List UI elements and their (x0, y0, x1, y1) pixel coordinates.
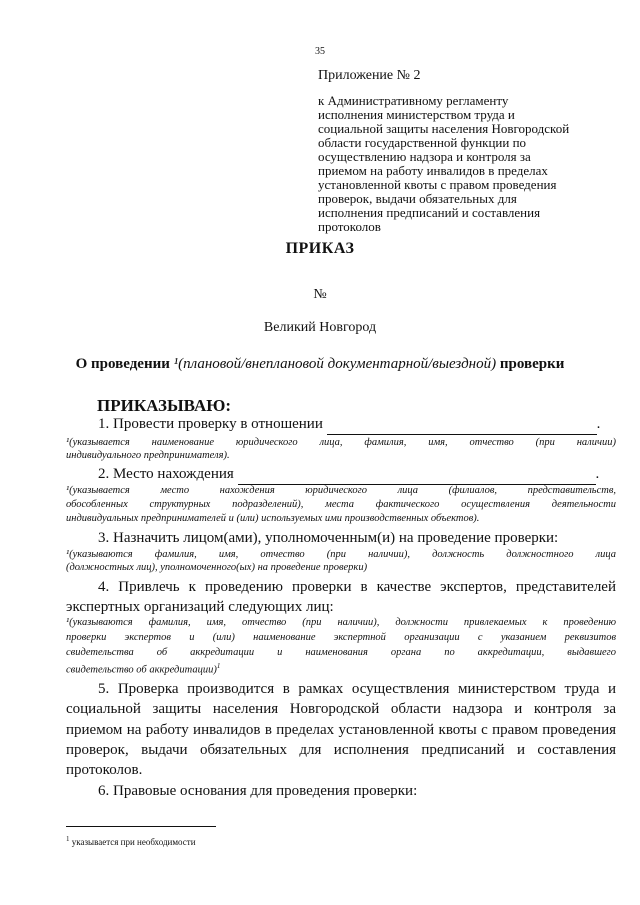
order-number-label: № (313, 287, 327, 302)
item-6: 6. Правовые основания для проведения проверки: (98, 783, 418, 799)
note-4b: проверки экспертов и (или) наименование экспертной организации с указанием реквизитов (66, 632, 616, 643)
item-1-text: 1. Провести проверку в отношении (98, 416, 323, 432)
appendix-line: установленной квоты с правом проведения (318, 177, 557, 192)
order-title: ПРИКАЗ (285, 240, 355, 257)
note-3b: (должностных лиц), уполномоченного(ых) на проведение проверки) (66, 562, 368, 573)
note-2a: ¹(указывается место нахождения юридического лица (филиалов, представительств, (66, 485, 616, 496)
subject-prefix: О проведении (75, 356, 174, 372)
note-4d-text: свидетельство об аккредитации) (66, 664, 217, 676)
note-1b: индивидуального предпринимателя). (66, 450, 230, 461)
item-5d: проверок, выдачи обязательных для исполнения предписаний и составления (66, 742, 616, 758)
note-4d (66, 660, 616, 677)
note-4a: ¹(указываются фамилия, имя, отчество (при наличии), должности привлекаемых к проведению (66, 617, 616, 628)
appendix-line: области государственной функции по (318, 135, 527, 150)
item-5a: 5. Проверка производится в рамках осуществления министерством труда и (98, 681, 616, 697)
item-3: 3. Назначить лицом(ами), уполномоченным(и) на проведение проверки: (98, 530, 559, 546)
appendix-line: исполнения предписаний и составления (318, 205, 541, 220)
blank-line (238, 465, 596, 485)
item-4b: экспертных организаций следующих лиц: (66, 599, 334, 615)
footnote-text: указывается при необходимости (69, 837, 196, 847)
orders-heading: ПРИКАЗЫВАЮ: (97, 396, 232, 415)
appendix-line: протоколов (318, 219, 381, 234)
item-4a: 4. Привлечь к проведению проверки в качестве экспертов, представителей (98, 579, 616, 595)
note-4c: свидетельства об аккредитации и наименования органа по аккредитации, выдавшего (66, 647, 616, 658)
city-name: Великий Новгород (263, 320, 377, 335)
appendix-line: социальной защиты населения Новгородской (318, 121, 570, 136)
appendix-line: к Административному регламенту (318, 93, 509, 108)
note-2b: обособленных структурных подразделений), места фактического осуществления деятельности (66, 499, 616, 510)
appendix-line: осуществлению надзора и контроля за (318, 149, 531, 164)
item-5e: протоколов. (66, 762, 143, 778)
appendix-line: исполнения министерством труда и (318, 107, 515, 122)
note-1a: ¹(указывается наименование юридического лица, фамилия, имя, отчество (при наличии) (66, 437, 616, 448)
item-1-end: . (596, 416, 601, 432)
item-2 (98, 465, 618, 485)
note-2c: индивидуальных предпринимателей и (или) используемых ими производственных объектов). (66, 513, 480, 524)
footnote-ref: 1 (216, 662, 221, 670)
subject-mark: ¹ (173, 356, 179, 372)
note-3a: ¹(указываются фамилия, имя, отчество (при наличии), должность должностного лица (66, 549, 616, 560)
subject-italic: (плановой/внеплановой документарной/выездной) (178, 356, 497, 372)
footnote (66, 835, 196, 847)
item-1 (98, 415, 618, 435)
order-subject (0, 356, 640, 373)
item-5b: социальной защиты населения Новгородской области надзора и контроля за (66, 701, 616, 717)
appendix-line: проверок, выдачи обязательных для (318, 191, 517, 206)
item-2-end: . (595, 466, 600, 482)
item-5c: приемом на работу инвалидов в пределах установленной квоты с правом проведения (66, 722, 616, 738)
blank-line (327, 415, 597, 435)
footnote-mark: 1 (66, 835, 70, 843)
appendix-line: приемом на работу инвалидов в пределах (318, 163, 548, 178)
item-2-text: 2. Место нахождения (98, 466, 234, 482)
footnote-divider (66, 826, 216, 827)
subject-suffix: проверки (496, 356, 565, 372)
appendix-text (318, 94, 618, 234)
appendix-title: Приложение № 2 (318, 68, 421, 83)
page-number: 35 (315, 46, 325, 57)
